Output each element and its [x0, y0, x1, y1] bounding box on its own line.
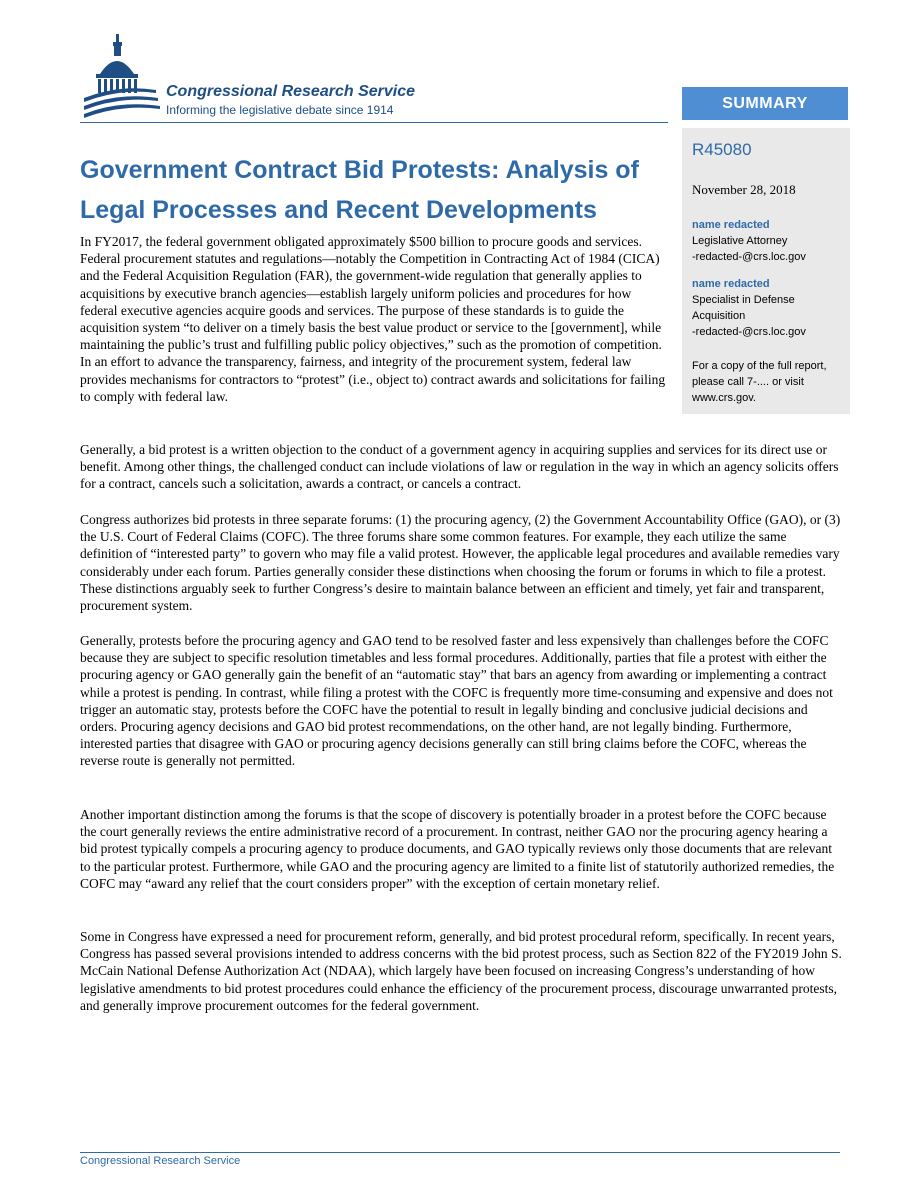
org-tagline: Informing the legislative debate since 1914	[166, 103, 394, 117]
paragraph-reform: Some in Congress have expressed a need for procurement reform, generally, and bid protest procedural reform, specifically. In recent years, Congress has passed several provisions intended to address concerns with the bid protest process, such as Section 822 of the FY2019 John S. McCain National Defense Authorization Act (NDAA), which largely have been focused on increasing Congress’s understanding of how legislative amendments to bid protest procedures could enhance the efficiency of the procurement process, discourage unwarranted protests, and generally improve procurement outcomes for the federal government.	[80, 929, 842, 1013]
crs-logo	[80, 32, 480, 122]
header-divider	[80, 122, 668, 123]
paragraph-three-forums: Congress authorizes bid protests in three separate forums: (1) the procuring agency, (2) the Government Accountability Office (GAO), or (3) the U.S. Court of Federal Claims (COFC). The three forums share some common features. For example, they each utilize the same definition of “interested party” to govern who may file a valid protest. However, the applicable legal procedures and available remedies vary considerably under each forum. Parties generally consider these distinctions when choosing the forum or forums in which to file a protest. These distinctions arguably seek to further Congress’s desire to maintain balance between an efficient and timely, yet fair and transparent, procurement system.	[80, 512, 841, 614]
report-id: R45080	[692, 140, 752, 159]
report-title-line1: Government Contract Bid Protests: Analysis of	[80, 156, 639, 184]
author-2-title-line2: Acquisition	[692, 310, 746, 322]
summary-sidebar	[682, 128, 850, 414]
copy-note-line2: please call 7-.... or visit	[692, 376, 804, 388]
report-date: November 28, 2018	[692, 182, 796, 197]
capitol-dome-icon	[80, 32, 164, 122]
copy-note	[692, 358, 844, 406]
footer-org-name: Congressional Research Service	[80, 1155, 241, 1167]
paragraph-bid-protest-definition: Generally, a bid protest is a written objection to the conduct of a government agency in acquiring supplies and services for its direct use or benefit. Among other things, the challenged conduct can include violations of law or regulation in the way in which an agency solicits offers for a contract, cancels such a solicitation, awards a contract, or cancels a contract.	[80, 442, 839, 492]
paragraph-agency-gao-vs-cofc: Generally, protests before the procuring agency and GAO tend to be resolved faster and less expensively than challenges before the COFC because they are subject to specific resolution timetables and less formal procedures. Additionally, parties that file a protest with either the procuring agency or GAO generally gain the benefit of an “automatic stay” that bars an agency from awarding or implementing a contract while a protest is pending. In contrast, while filing a protest with the COFC is frequently more time-consuming and expensive and does not trigger an automatic stay, protests before the COFC have the potential to result in legally binding and conclusive judicial decisions and orders. Procuring agency decisions and GAO bid protest recommendations, on the other hand, are not legally binding. Furthermore, interested parties that disagree with GAO or procuring agency decisions generally can still bring claims before the COFC, whereas the reverse route is generally not permitted.	[80, 633, 833, 769]
author-2-title-line1: Specialist in Defense	[692, 294, 795, 306]
author-2	[692, 276, 844, 340]
author-2-email[interactable]: -redacted-@crs.loc.gov	[692, 326, 806, 338]
author-2-name: name redacted	[692, 278, 770, 290]
report-title	[80, 150, 680, 230]
footer-divider	[80, 1152, 840, 1153]
paragraph-discovery-scope: Another important distinction among the forums is that the scope of discovery is potentially broader in a protest before the COFC because the court generally reviews the entire administrative record of a procurement. In contrast, neither GAO nor the procuring agency hearing a bid protest typically compels a procuring agency to produce documents, and GAO typically reviews only those documents that are relevant to the particular protest. Furthermore, while GAO and the procuring agency are limited to a finite list of statutorily authorized remedies, the COFC may “award any relief that the court considers proper” with the exception of certain monetary relief.	[80, 807, 835, 891]
author-1	[692, 217, 844, 265]
intro-paragraph: In FY2017, the federal government obligated approximately $500 billion to procure goods and services. Federal procurement statutes and regulations—notably the Competition in Contracting Act of 1984 (CICA) and the Federal Acquisition Regulation (FAR), the government-wide regulation that generally applies to acquisitions by executive branch agencies—establish largely uniform policies and procedures for how federal executive agencies acquire goods and services. The purpose of these standards is to guide the acquisition system “to deliver on a timely basis the best value product or service to the [government], while maintaining the public’s trust and fulfilling public policy objectives,” such as the promotion of competition. In an effort to advance the transparency, fairness, and integrity of the procurement system, federal law provides mechanisms for contractors to “protest” (i.e., object to) contract awards and solicitations for failing to comply with federal law.	[80, 234, 666, 404]
org-name: Congressional Research Service	[166, 83, 416, 100]
author-1-title: Legislative Attorney	[692, 235, 788, 247]
author-1-name: name redacted	[692, 219, 770, 231]
copy-note-line1: For a copy of the full report,	[692, 360, 827, 372]
copy-note-line3[interactable]: www.crs.gov.	[692, 392, 756, 404]
report-title-line2: Legal Processes and Recent Developments	[80, 196, 597, 224]
author-1-email[interactable]: -redacted-@crs.loc.gov	[692, 251, 806, 263]
summary-tab: SUMMARY	[682, 87, 848, 120]
